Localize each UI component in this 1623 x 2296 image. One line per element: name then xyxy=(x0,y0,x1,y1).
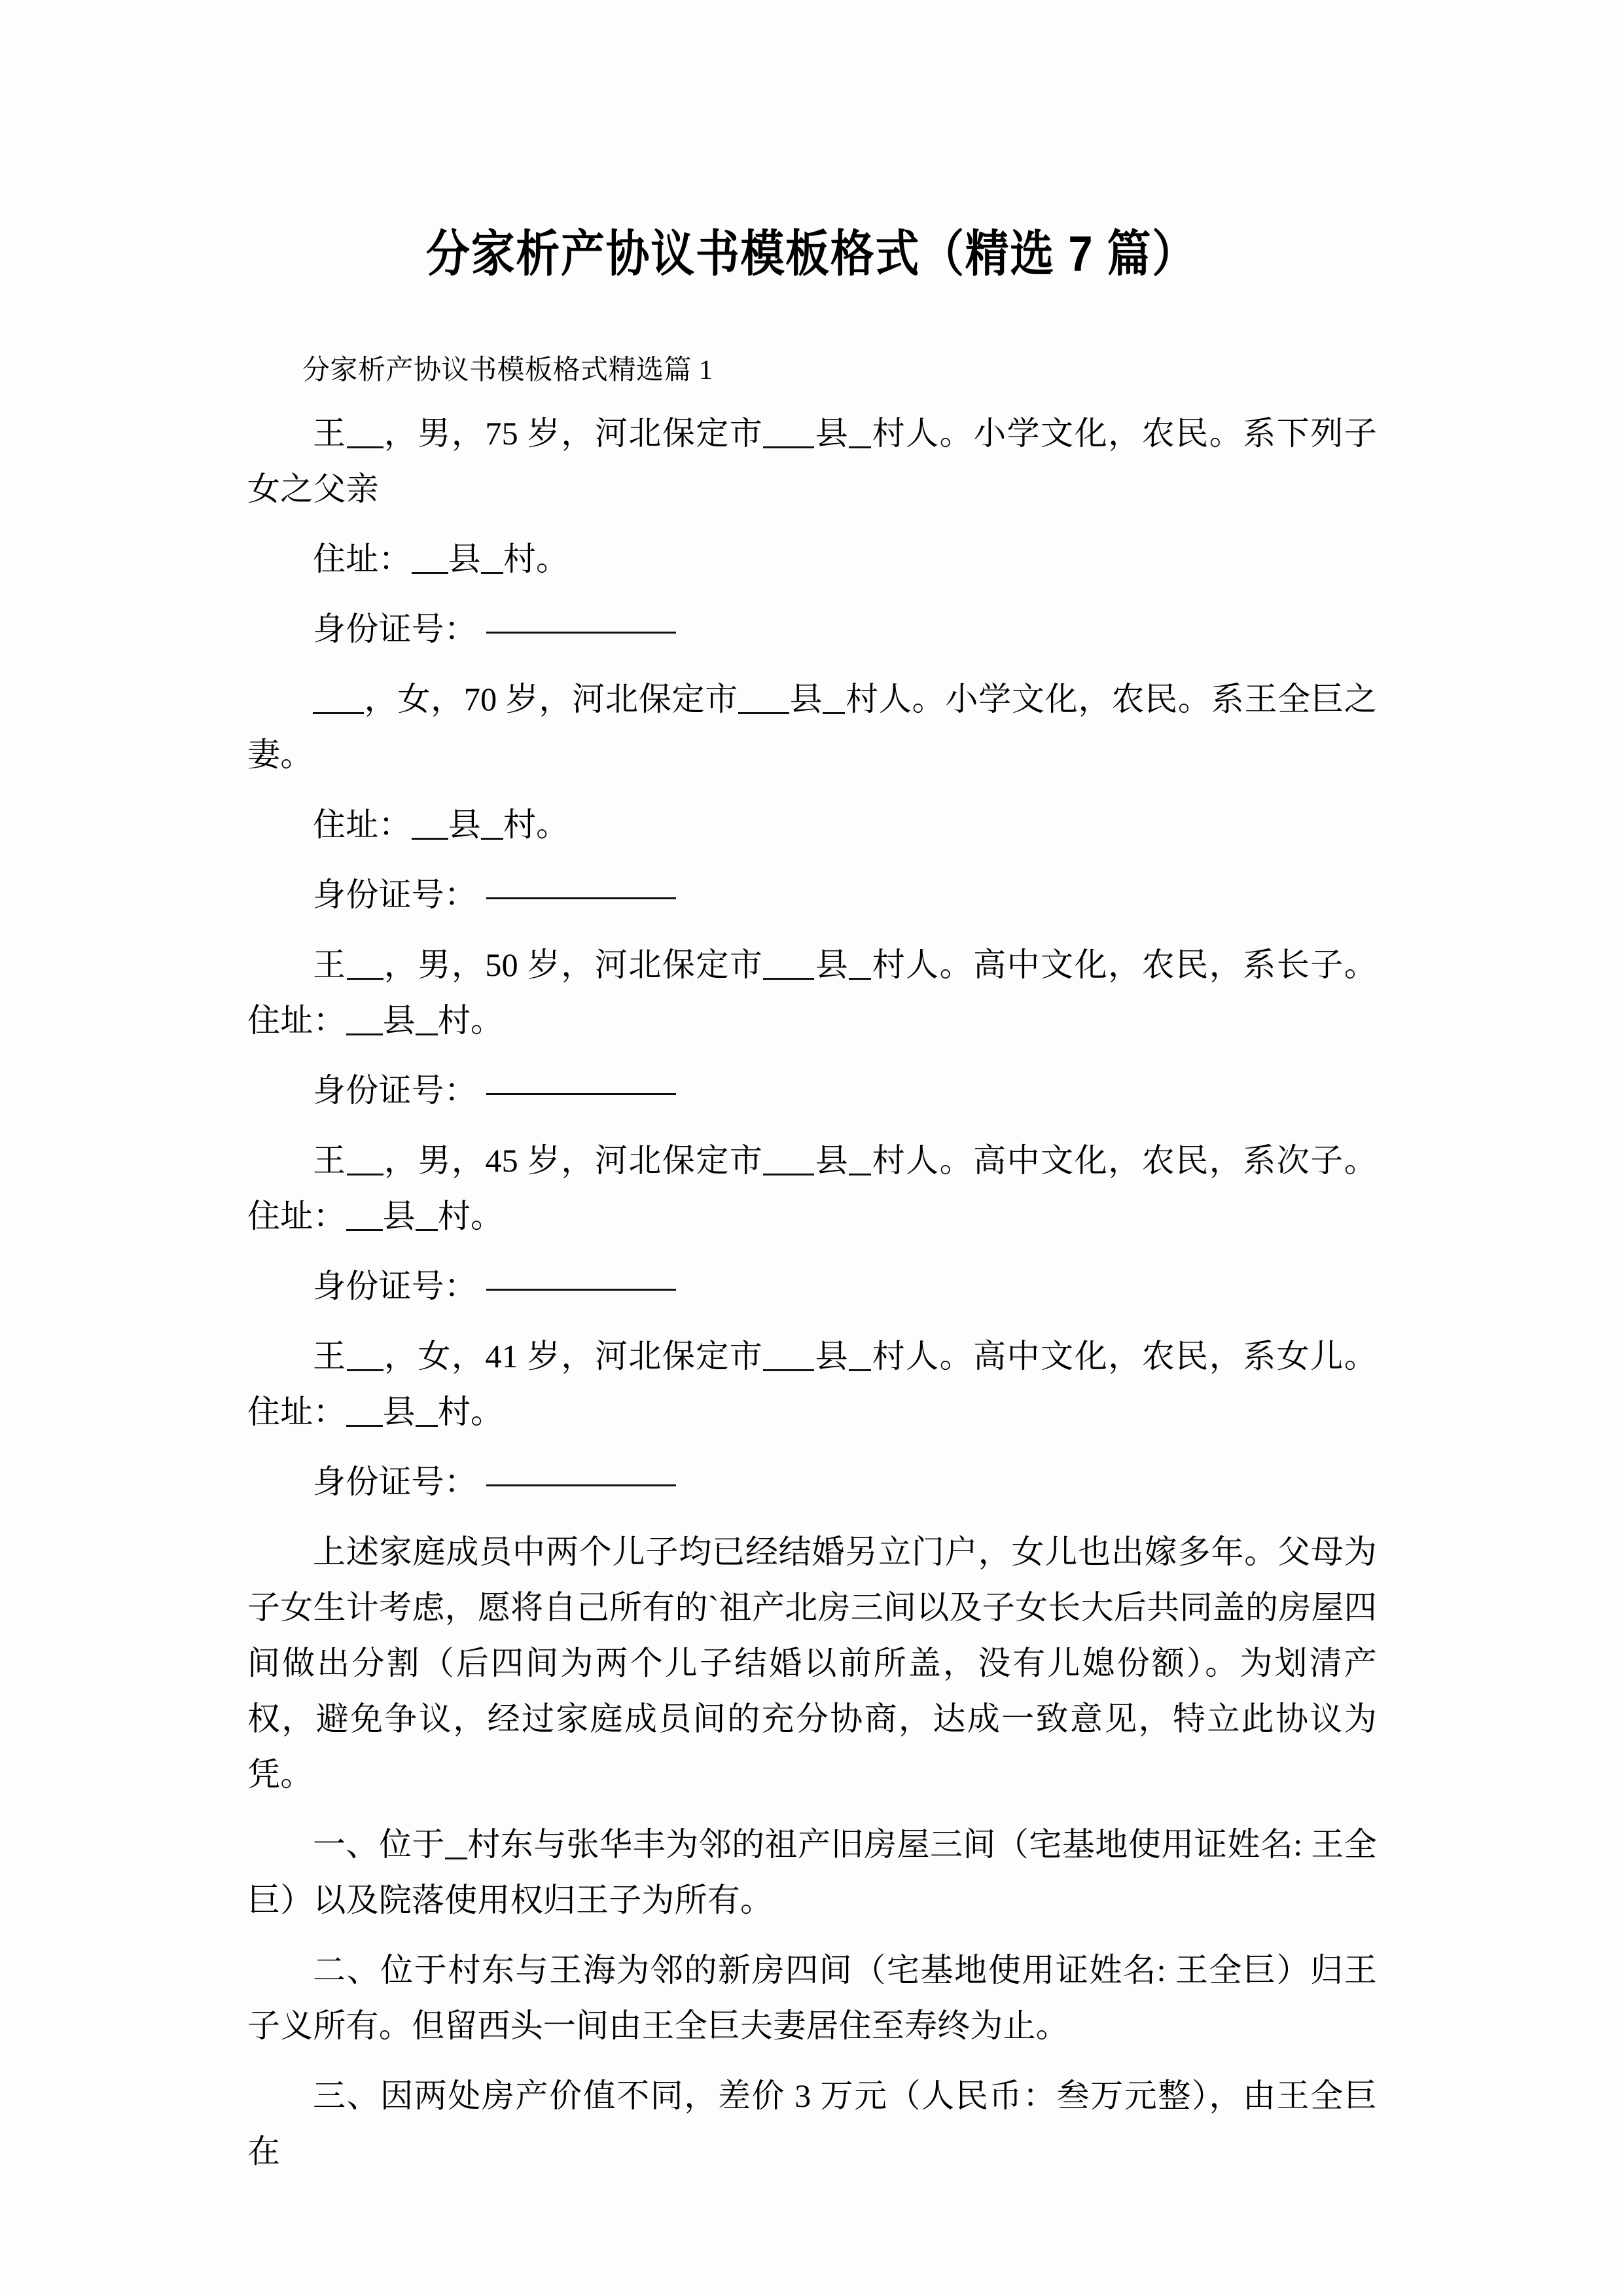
county-label: 县 xyxy=(814,1338,849,1374)
party-surname: 王 xyxy=(313,946,347,983)
address-label: 住址： xyxy=(313,541,412,577)
county-blank xyxy=(763,446,814,448)
address-village-label: 村。 xyxy=(503,541,569,577)
address-label: 住址： xyxy=(247,1002,346,1039)
id-blank-rule xyxy=(486,632,676,634)
party-tail: 村人。高中文化，农民，系长子。 xyxy=(871,946,1378,983)
party-detail: ，女，41 岁，河北保定市 xyxy=(383,1338,764,1374)
document-body xyxy=(247,350,1377,2179)
village-blank xyxy=(849,978,871,980)
party-id xyxy=(247,601,1377,657)
name-blank xyxy=(347,446,383,448)
address-village-blank xyxy=(416,1229,438,1231)
county-label: 县 xyxy=(814,946,849,983)
name-blank xyxy=(347,978,383,980)
address-county-label: 县 xyxy=(382,1198,416,1234)
clause-item: 三、因两处房产价值不同，差价 3 万元（人民币：叁万元整），由王全巨在 xyxy=(247,2077,1377,2170)
address-county-label: 县 xyxy=(382,1393,416,1430)
address-county-label: 县 xyxy=(382,1002,416,1039)
id-label: 身份证号： xyxy=(313,1268,477,1304)
party-address xyxy=(247,797,1377,853)
id-label: 身份证号： xyxy=(313,611,477,647)
party-id xyxy=(247,1454,1377,1510)
id-blank-rule xyxy=(486,1289,676,1291)
address-label: 住址： xyxy=(247,1393,346,1430)
party-intro xyxy=(247,1329,1377,1440)
preamble-paragraph: 上述家庭成员中两个儿子均已经结婚另立门户，女儿也出嫁多年。父母为子女生计考虑，愿将自己所有的`祖产北房三间以及子女长大后共同盖的房屋四间做出分割（后四间为两个儿子结婚以前所盖，没有儿媳份额）。为划清产权，避免争议，经过家庭成员间的充分协商，达成一致意见，特立此协议为凭。 xyxy=(247,1534,1377,1793)
id-blank-rule xyxy=(486,1093,676,1095)
address-county-blank xyxy=(412,572,448,574)
county-blank xyxy=(763,1369,814,1371)
address-village-blank xyxy=(481,572,503,574)
party-surname: 王 xyxy=(313,1338,347,1374)
party-detail: ，男，50 岁，河北保定市 xyxy=(383,946,764,983)
name-blank xyxy=(347,1174,383,1175)
party-detail: ，男，75 岁，河北保定市 xyxy=(383,415,764,452)
county-blank xyxy=(763,1174,814,1175)
address-county-blank xyxy=(346,1033,383,1035)
county-label: 县 xyxy=(814,415,849,452)
address-village-blank xyxy=(416,1425,438,1427)
address-county-label: 县 xyxy=(448,541,481,577)
party-intro xyxy=(247,406,1377,517)
name-blank xyxy=(313,712,364,714)
party-address xyxy=(247,531,1377,587)
party-surname: 王 xyxy=(313,1142,347,1179)
party-intro xyxy=(247,672,1377,783)
page-title: 分家析产协议书模板格式（精选 7 篇） xyxy=(426,226,1197,282)
party-id xyxy=(247,1063,1377,1119)
village-blank xyxy=(823,712,845,714)
id-label: 身份证号： xyxy=(313,1463,477,1500)
id-blank-rule xyxy=(486,897,676,899)
party-detail: ，女，70 岁，河北保定市 xyxy=(364,681,739,717)
address-label: 住址： xyxy=(247,1198,346,1234)
section-subtitle: 分家析产协议书模板格式精选篇 1 xyxy=(302,355,713,386)
address-village-blank xyxy=(416,1033,438,1035)
party-tail: 村人。小学文化，农民。系下列子女之父亲 xyxy=(247,415,1378,507)
party-tail: 村人。高中文化，农民，系次子。 xyxy=(871,1142,1378,1179)
address-village-blank xyxy=(481,838,503,840)
village-blank xyxy=(849,1174,871,1175)
party-detail: ，男，45 岁，河北保定市 xyxy=(383,1142,764,1179)
party-id xyxy=(247,867,1377,923)
address-county-blank xyxy=(346,1425,383,1427)
address-village-label: 村。 xyxy=(503,806,569,843)
party-intro xyxy=(247,1133,1377,1244)
county-blank xyxy=(763,978,814,980)
address-county-label: 县 xyxy=(448,806,481,843)
address-county-blank xyxy=(346,1229,383,1231)
clause-text: 村东与张华丰为邻的祖产旧房屋三间（宅基地使用证姓名: 王全巨）以及院落使用权归王子为所有。 xyxy=(247,1826,1377,1918)
id-label: 身份证号： xyxy=(313,876,477,913)
id-blank-rule xyxy=(486,1484,676,1486)
address-village-label: 村。 xyxy=(437,1198,504,1234)
name-blank xyxy=(347,1369,383,1371)
address-label: 住址： xyxy=(313,806,412,843)
clause-item: 二、位于村东与王海为邻的新房四间（宅基地使用证姓名: 王全巨）归王子义所有。但留西头一间由王全巨夫妻居住至寿终为止。 xyxy=(247,1952,1377,2044)
clause-lead: 一、位于 xyxy=(313,1826,445,1863)
county-label: 县 xyxy=(789,681,823,717)
party-id xyxy=(247,1259,1377,1314)
id-label: 身份证号： xyxy=(313,1072,477,1109)
county-blank xyxy=(738,712,789,714)
village-blank xyxy=(849,1369,871,1371)
village-blank xyxy=(445,1857,467,1859)
address-village-label: 村。 xyxy=(437,1002,504,1039)
address-village-label: 村。 xyxy=(437,1393,504,1430)
party-surname: 王 xyxy=(313,415,347,452)
address-county-blank xyxy=(412,838,448,840)
county-label: 县 xyxy=(814,1142,849,1179)
party-tail: 村人。小学文化，农民。系王全巨之妻。 xyxy=(247,681,1377,773)
party-intro xyxy=(247,937,1377,1049)
village-blank xyxy=(849,446,871,448)
party-tail: 村人。高中文化，农民，系女儿。 xyxy=(871,1338,1378,1374)
clause-item xyxy=(247,1817,1377,1928)
